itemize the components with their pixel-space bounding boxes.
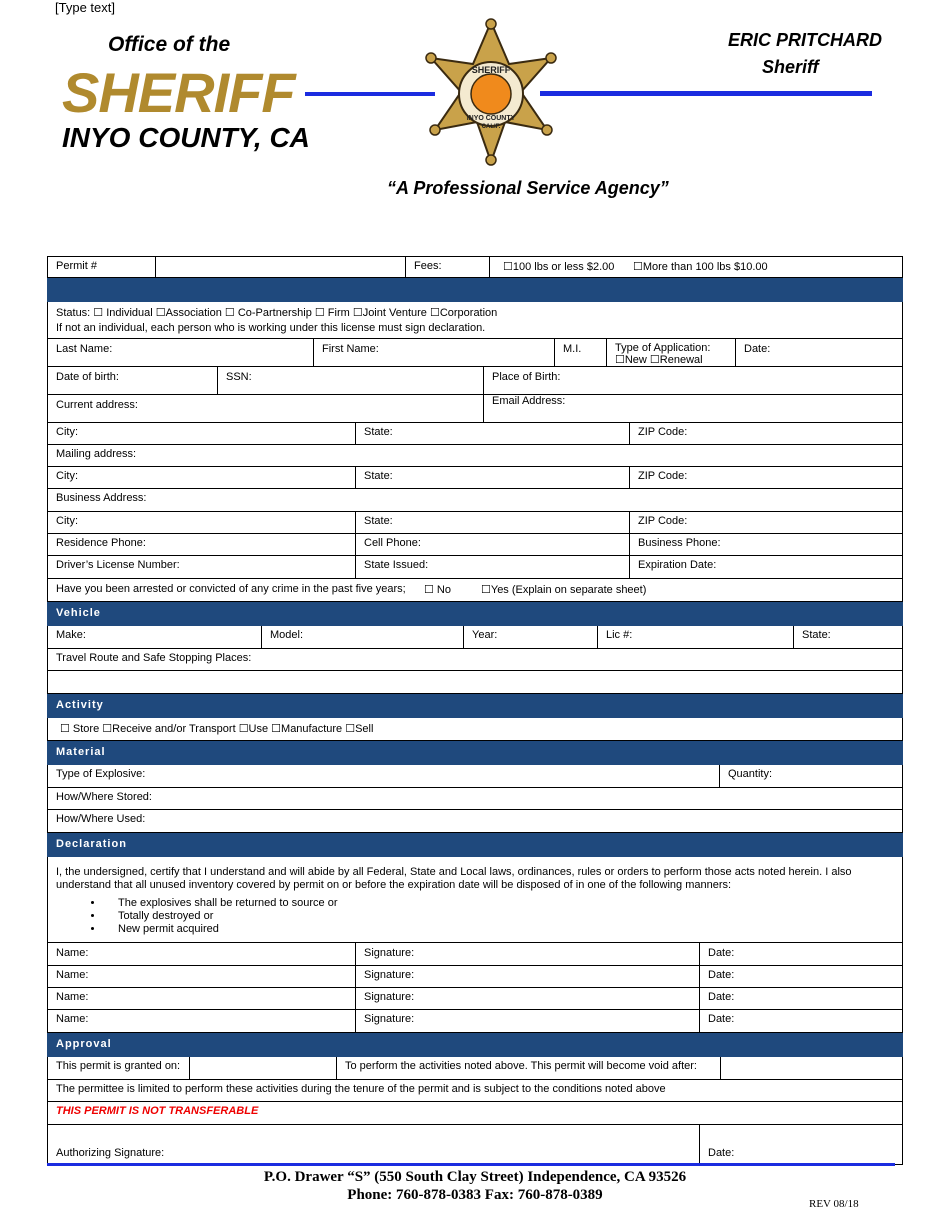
stored-row	[47, 788, 903, 810]
declaration-section-header: Declaration	[47, 833, 903, 857]
sheriff-star-badge-icon	[425, 18, 557, 166]
arrest-no-checkbox[interactable]: ☐ No	[424, 584, 451, 596]
signer-signature-field[interactable]: Signature:	[355, 966, 699, 987]
email-address-field[interactable]: Email Address:	[483, 395, 902, 422]
sheriff-name: ERIC PRITCHARD	[728, 30, 883, 50]
authorizing-row	[47, 1125, 903, 1165]
birth-row	[47, 367, 903, 395]
business-state-field[interactable]: State:	[355, 512, 629, 533]
status-row	[47, 302, 903, 339]
tagline: “A Professional Service Agency”	[387, 178, 669, 198]
license-row	[47, 556, 903, 579]
signer-name-field[interactable]: Name:	[56, 947, 89, 959]
granted-on-date-field[interactable]	[189, 1057, 336, 1079]
fee-option-100lbs-or-less[interactable]: ☐100 lbs or less $2.00	[489, 257, 622, 277]
mailing-address-row	[47, 445, 903, 467]
footer-address: P.O. Drawer “S” (550 South Clay Street) Independence, CA 93526	[263, 1169, 687, 1185]
not-transferable-row	[47, 1102, 903, 1125]
declaration-text: I, the undersigned, certify that I understand and will abide by all Federal, State and Local laws, ordinances, rules or orders to perform those acts noted herein. I also understand that all unused inventory covered by permit on or before the expiration date will be disposed of in one of the following manners:	[56, 866, 852, 891]
arrest-yes-checkbox[interactable]: ☐Yes (Explain on separate sheet)	[481, 584, 647, 596]
vehicle-row	[47, 626, 903, 649]
fee-option-more-than-100lbs[interactable]: ☐More than 100 lbs $10.00	[633, 261, 768, 273]
current-state-field[interactable]: State:	[355, 423, 629, 444]
signer-name-field[interactable]: Name:	[56, 991, 89, 1003]
first-name-field[interactable]: First Name:	[313, 339, 554, 366]
current-zip-field[interactable]: ZIP Code:	[629, 423, 902, 444]
signature-row	[47, 988, 903, 1010]
signer-name-field[interactable]: Name:	[56, 969, 89, 981]
travel-route-row	[47, 649, 903, 671]
vehicle-model-field[interactable]: Model:	[261, 626, 463, 648]
declaration-bullet-list	[48, 897, 848, 936]
signer-signature-field[interactable]: Signature:	[355, 943, 699, 965]
business-phone-field[interactable]: Business Phone:	[629, 534, 902, 555]
business-zip-field[interactable]: ZIP Code:	[629, 512, 902, 533]
limited-conditions-text: The permittee is limited to perform these activities during the tenure of the permit and is subject to the conditions noted above	[56, 1083, 666, 1095]
vehicle-section-header: Vehicle	[47, 602, 903, 626]
signer-date-field[interactable]: Date:	[699, 943, 902, 965]
void-after-label: To perform the activities noted above. This permit will become void after:	[336, 1057, 720, 1079]
activity-options[interactable]: ☐ Store ☐Receive and/or Transport ☐Use ☐Manufacture ☐Sell	[60, 723, 374, 735]
vehicle-state-field[interactable]: State:	[793, 626, 902, 648]
permit-number-field[interactable]	[155, 257, 405, 277]
revision-label: REV 08/18	[809, 1198, 859, 1210]
signer-date-field[interactable]: Date:	[699, 1010, 902, 1032]
county-label: INYO COUNTY, CA	[62, 122, 310, 153]
travel-route-label: Travel Route and Safe Stopping Places:	[56, 652, 252, 664]
header-rule-right	[540, 91, 872, 96]
declaration-bullet: • The explosives shall be returned to source or	[104, 897, 848, 910]
current-city-field[interactable]: City:	[56, 426, 78, 438]
used-row	[47, 810, 903, 833]
name-row	[47, 339, 903, 367]
granted-on-label: This permit is granted on:	[56, 1060, 181, 1072]
footer-rule	[47, 1163, 895, 1166]
type-of-application-label: Type of Application:	[615, 342, 711, 354]
signature-row	[47, 966, 903, 988]
badge-text-top: SHERIFF	[471, 65, 511, 75]
application-date-field[interactable]: Date:	[735, 339, 902, 366]
applicant-section-header	[47, 278, 903, 302]
type-text-placeholder: [Type text]	[55, 0, 115, 15]
current-city-row	[47, 423, 903, 445]
footer-phone-fax: Phone: 760-878-0383 Fax: 760-878-0389	[347, 1187, 603, 1203]
mailing-city-field[interactable]: City:	[56, 470, 78, 482]
last-name-field[interactable]: Last Name:	[56, 343, 113, 355]
office-of-the-label: Office of the	[108, 33, 231, 56]
signature-row	[47, 943, 903, 966]
signer-date-field[interactable]: Date:	[699, 966, 902, 987]
explosive-row	[47, 765, 903, 788]
signature-row	[47, 1010, 903, 1033]
business-address-row	[47, 489, 903, 512]
mailing-zip-field[interactable]: ZIP Code:	[629, 467, 902, 488]
vehicle-year-field[interactable]: Year:	[463, 626, 597, 648]
not-transferable-warning: THIS PERMIT IS NOT TRANSFERABLE	[56, 1105, 259, 1117]
fees-label: Fees:	[405, 257, 489, 277]
drivers-license-field[interactable]: Driver’s License Number:	[56, 559, 180, 571]
status-note: If not an individual, each person who is working under this license must sign declaration.	[56, 322, 486, 334]
arrest-question: Have you been arrested or convicted of any crime in the past five years;	[56, 583, 406, 595]
signer-date-field[interactable]: Date:	[699, 988, 902, 1009]
activity-section-header: Activity	[47, 694, 903, 718]
status-options[interactable]: Status: ☐ Individual ☐Association ☐ Co-Partnership ☐ Firm ☐Joint Venture ☐Corporation	[56, 307, 498, 319]
expiration-date-field[interactable]: Expiration Date:	[629, 556, 902, 578]
sheriff-title: Sheriff	[762, 57, 819, 77]
signer-signature-field[interactable]: Signature:	[355, 1010, 699, 1032]
limited-row	[47, 1080, 903, 1102]
arrest-row	[47, 579, 903, 602]
badge-text-state: CALIF.	[481, 124, 501, 130]
travel-route-field[interactable]	[47, 671, 903, 694]
header-rule-left	[305, 92, 435, 96]
middle-initial-field[interactable]: M.I.	[554, 339, 606, 366]
authorizing-signature-field[interactable]: Authorizing Signature:	[56, 1147, 165, 1159]
material-section-header: Material	[47, 741, 903, 765]
cell-phone-field[interactable]: Cell Phone:	[355, 534, 629, 555]
phone-row	[47, 534, 903, 556]
declaration-bullet: • New permit acquired	[104, 923, 848, 936]
business-city-row	[47, 512, 903, 534]
current-address-field[interactable]: Current address:	[56, 399, 138, 411]
ssn-field[interactable]: SSN:	[217, 367, 483, 394]
current-address-row	[47, 395, 903, 423]
vehicle-lic-field[interactable]: Lic #:	[597, 626, 793, 648]
residence-phone-field[interactable]: Residence Phone:	[56, 537, 146, 549]
date-of-birth-field[interactable]: Date of birth:	[56, 371, 119, 383]
how-where-stored-field[interactable]: How/Where Stored:	[56, 791, 152, 803]
type-of-application-field[interactable]	[606, 339, 735, 366]
quantity-field[interactable]: Quantity:	[719, 765, 902, 787]
type-of-application-options[interactable]: ☐New ☐Renewal	[615, 354, 703, 366]
state-issued-field[interactable]: State Issued:	[355, 556, 629, 578]
authorizing-date-field[interactable]: Date:	[699, 1125, 902, 1164]
sheriff-wordmark: SHERIFF	[62, 61, 295, 124]
approval-section-header: Approval	[47, 1033, 903, 1057]
activity-row	[47, 718, 903, 741]
business-city-field[interactable]: City:	[56, 515, 78, 527]
mailing-state-field[interactable]: State:	[355, 467, 629, 488]
how-where-used-field[interactable]: How/Where Used:	[56, 813, 146, 825]
badge-text-bottom: INYO COUNTY	[466, 115, 516, 122]
type-of-explosive-field[interactable]: Type of Explosive:	[56, 768, 146, 780]
vehicle-make-field[interactable]: Make:	[56, 629, 86, 641]
signer-name-field[interactable]: Name:	[56, 1013, 89, 1025]
void-after-date-field[interactable]	[720, 1057, 902, 1079]
declaration-text-block	[47, 857, 903, 943]
declaration-bullet: • Totally destroyed or	[104, 910, 848, 923]
permit-row	[47, 256, 903, 278]
mailing-city-row	[47, 467, 903, 489]
granted-row	[47, 1057, 903, 1080]
signer-signature-field[interactable]: Signature:	[355, 988, 699, 1009]
mailing-address-field[interactable]: Mailing address:	[56, 448, 137, 460]
permit-number-label: Permit #	[56, 260, 97, 272]
place-of-birth-field[interactable]: Place of Birth:	[483, 367, 902, 394]
business-address-field[interactable]: Business Address:	[56, 492, 147, 504]
